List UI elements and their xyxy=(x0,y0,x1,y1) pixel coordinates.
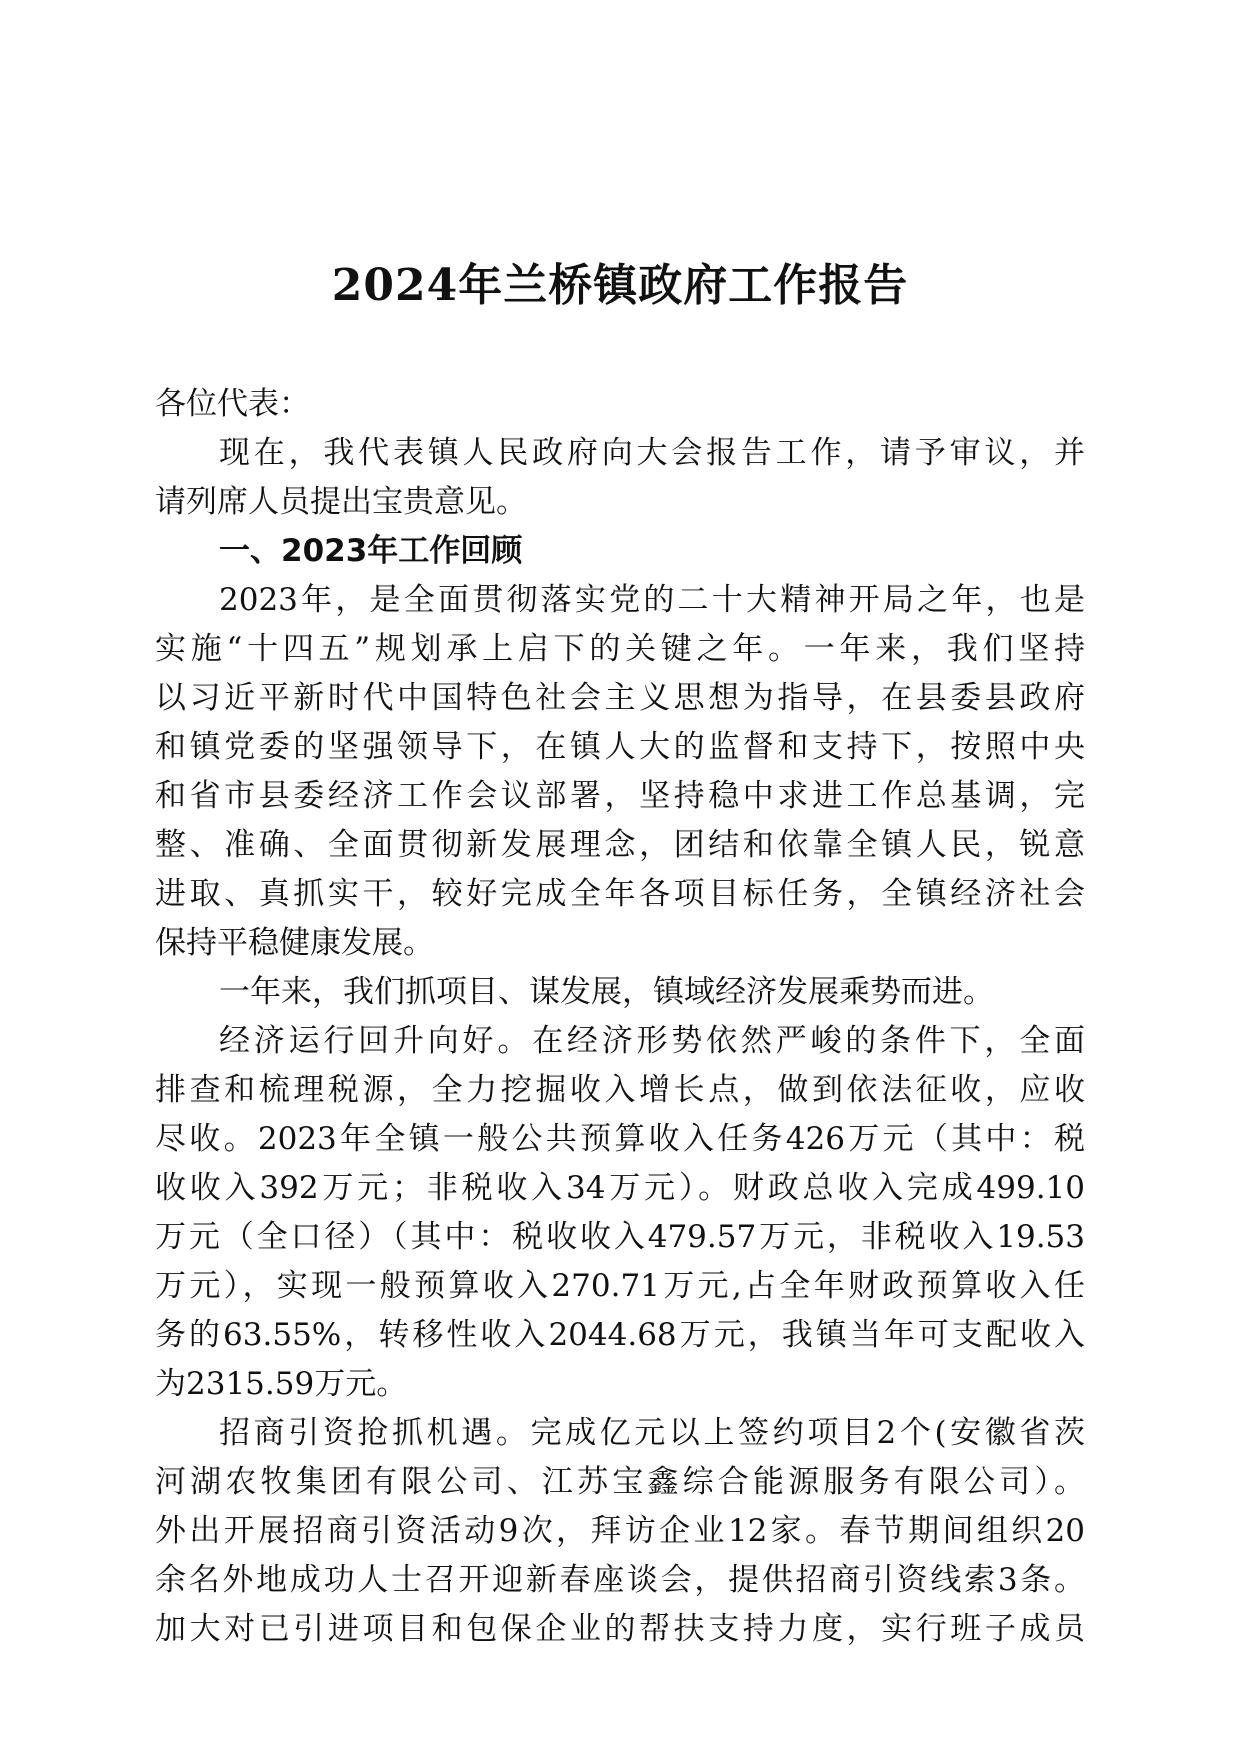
text-line: 加大对已引进项目和包保企业的帮扶支持力度，实行班子成员 xyxy=(155,1611,1085,1647)
text-line: 招商引资抢抓机遇。完成亿元以上签约项目2个(安徽省茨 xyxy=(219,1415,1085,1451)
document-title: 2024年兰桥镇政府工作报告 xyxy=(331,260,909,311)
text-line: 河湖农牧集团有限公司、江苏宝鑫综合能源服务有限公司）。 xyxy=(155,1464,1085,1500)
text-line: 各位代表： xyxy=(155,386,310,422)
text-line: 请列席人员提出宝贵意见。 xyxy=(155,484,527,520)
text-line: 2023年，是全面贯彻落实党的二十大精神开局之年，也是 xyxy=(219,582,1085,618)
text-line: 排查和梳理税源，全力挖掘收入增长点，做到依法征收，应收 xyxy=(155,1072,1085,1108)
section-heading: 一、2023年工作回顾 xyxy=(219,533,523,569)
text-line: 进取、真抓实干，较好完成全年各项目标任务，全镇经济社会 xyxy=(155,876,1085,912)
text-line: 以习近平新时代中国特色社会主义思想为指导，在县委县政府 xyxy=(155,680,1085,716)
document-body xyxy=(155,380,1085,1654)
text-line: 为2315.59万元。 xyxy=(155,1366,408,1402)
text-line: 外出开展招商引资活动9次，拜访企业12家。春节期间组织20 xyxy=(155,1513,1085,1549)
text-line: 实施“十四五”规划承上启下的关键之年。一年来，我们坚持 xyxy=(155,631,1085,667)
text-line: 整、准确、全面贯彻新发展理念，团结和依靠全镇人民，锐意 xyxy=(155,827,1085,863)
text-line: 万元（全口径）（其中：税收收入479.57万元，非税收入19.53 xyxy=(155,1219,1085,1255)
text-line: 现在，我代表镇人民政府向大会报告工作，请予审议，并 xyxy=(219,435,1085,471)
text-line: 经济运行回升向好。在经济形势依然严峻的条件下，全面 xyxy=(219,1023,1085,1059)
text-line: 保持平稳健康发展。 xyxy=(155,925,434,961)
text-line: 收收入392万元；非税收入34万元）。财政总收入完成499.10 xyxy=(155,1170,1085,1206)
text-line: 和省市县委经济工作会议部署，坚持稳中求进工作总基调，完 xyxy=(155,778,1085,814)
text-line: 尽收。2023年全镇一般公共预算收入任务426万元（其中：税 xyxy=(155,1121,1085,1157)
text-line: 和镇党委的坚强领导下，在镇人大的监督和支持下，按照中央 xyxy=(155,729,1085,765)
text-line: 务的63.55%，转移性收入2044.68万元，我镇当年可支配收入 xyxy=(155,1317,1085,1353)
text-line: 一年来，我们抓项目、谋发展，镇域经济发展乘势而进。 xyxy=(219,974,994,1010)
text-line: 余名外地成功人士召开迎新春座谈会，提供招商引资线索3条。 xyxy=(155,1562,1085,1598)
text-line: 万元），实现一般预算收入270.71万元,占全年财政预算收入任 xyxy=(155,1268,1085,1304)
